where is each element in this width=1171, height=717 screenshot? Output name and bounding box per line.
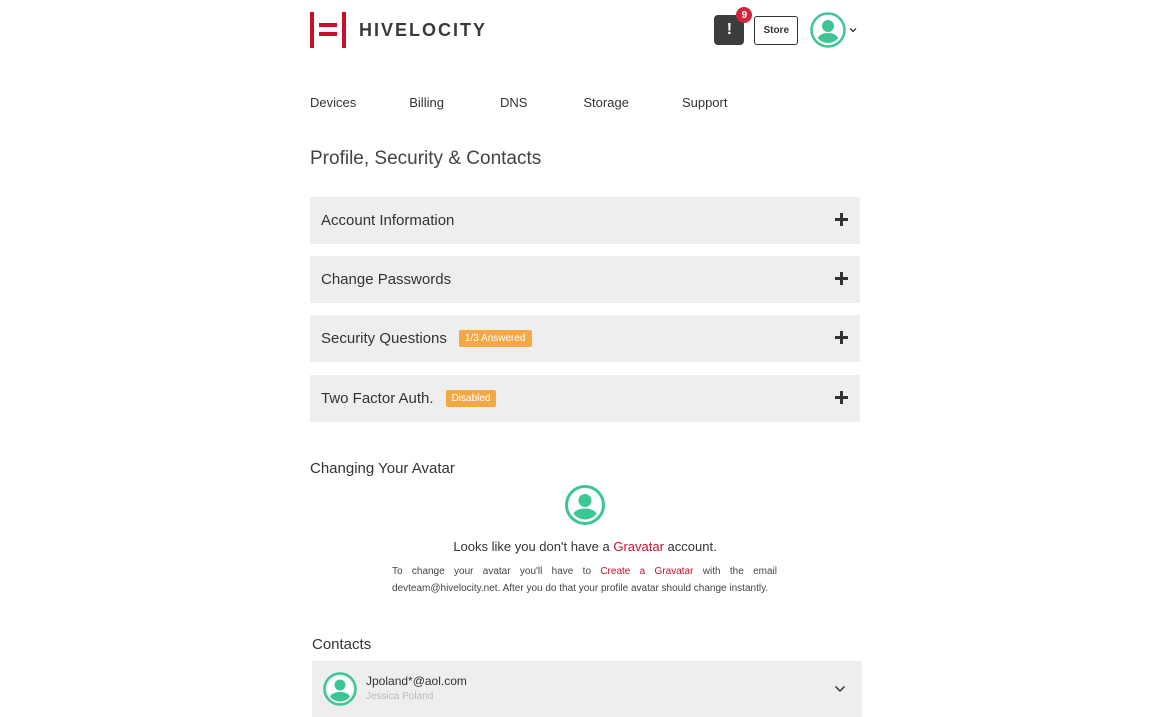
status-badge: 1/3 Answered xyxy=(459,330,532,347)
nav-item-billing[interactable]: Billing xyxy=(409,95,444,110)
nav-item-devices[interactable]: Devices xyxy=(310,95,357,110)
alerts-button[interactable] xyxy=(714,9,748,45)
gravatar-message xyxy=(310,539,860,554)
plus-icon[interactable] xyxy=(835,213,848,226)
header xyxy=(310,9,862,48)
instructions-text: To change your avatar you'll have to xyxy=(392,566,601,577)
panel-label: Change Passwords xyxy=(321,271,452,288)
logo-text: HIVELOCITY xyxy=(359,19,488,40)
logo[interactable] xyxy=(310,12,487,48)
gravatar-instructions xyxy=(392,563,777,597)
instructions-suffix: with the email devteam@hivelocity.net. After you do that your profile avatar should change instantly. xyxy=(392,566,777,594)
page-title: Profile, Security & Contacts xyxy=(310,148,542,169)
panel-security-questions[interactable] xyxy=(310,315,860,362)
panel-account-information[interactable] xyxy=(310,197,860,244)
contact-name: Jessica Poland xyxy=(366,691,434,702)
chevron-down-icon[interactable] xyxy=(834,683,846,695)
panel-label: Account Information xyxy=(321,212,455,229)
plus-icon[interactable] xyxy=(835,331,848,344)
panel-change-passwords[interactable] xyxy=(310,256,860,303)
avatar-section-title: Changing Your Avatar xyxy=(310,460,455,477)
contacts-section-title: Contacts xyxy=(312,636,372,653)
contact-row[interactable] xyxy=(312,661,862,717)
contact-avatar-icon xyxy=(323,672,357,706)
gravatar-message-text: Looks like you don't have a xyxy=(453,539,614,554)
header-actions xyxy=(714,9,858,48)
panel-label: Security Questions xyxy=(321,330,447,347)
logo-mark-icon xyxy=(310,12,346,48)
nav-item-dns[interactable]: DNS xyxy=(499,95,528,110)
plus-icon[interactable] xyxy=(835,272,848,285)
contact-email: Jpoland*@aol.com xyxy=(366,674,467,688)
gravatar-message-suffix: account. xyxy=(663,539,717,554)
chevron-down-icon[interactable] xyxy=(848,25,858,35)
panel-label: Two Factor Auth. xyxy=(321,390,434,407)
avatar-placeholder-icon xyxy=(565,485,605,525)
main-nav xyxy=(310,95,727,110)
alert-count-badge: 9 xyxy=(736,7,752,23)
status-badge: Disabled xyxy=(446,390,497,407)
panel-two-factor-auth[interactable] xyxy=(310,375,860,422)
nav-item-support[interactable]: Support xyxy=(681,95,728,110)
user-avatar-icon[interactable] xyxy=(810,12,846,48)
store-button[interactable]: Store xyxy=(754,16,798,45)
exclamation-icon: ! xyxy=(726,21,733,38)
create-gravatar-link[interactable]: Create a Gravatar xyxy=(600,566,694,577)
nav-item-storage[interactable]: Storage xyxy=(583,95,629,110)
plus-icon[interactable] xyxy=(835,391,848,404)
gravatar-link[interactable]: Gravatar xyxy=(613,539,664,554)
